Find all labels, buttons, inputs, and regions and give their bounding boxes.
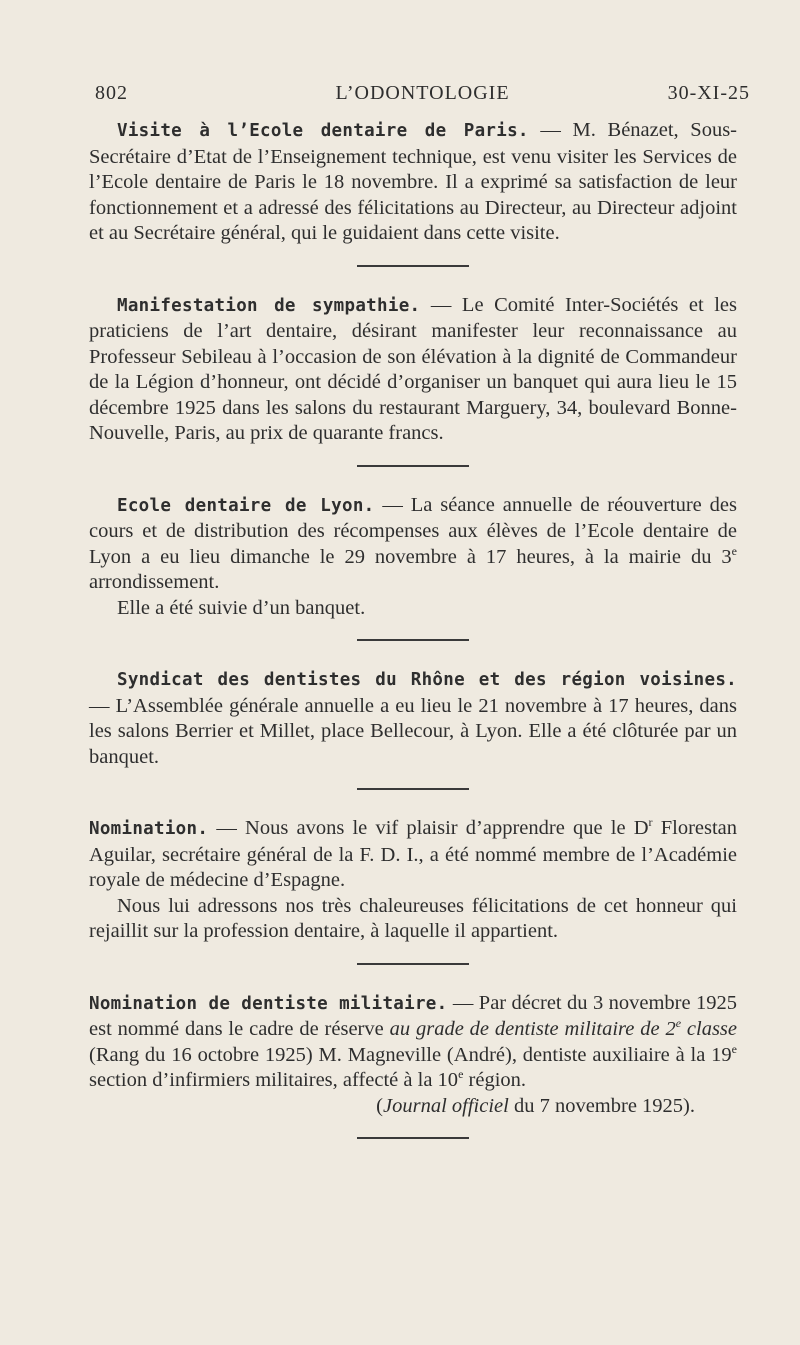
section-paragraph: Elle a été suivie d’un banquet. xyxy=(117,596,366,619)
superscript: r xyxy=(648,815,653,830)
source-citation xyxy=(89,1094,737,1120)
section-syndicat xyxy=(89,667,737,770)
section-nomination-militaire xyxy=(89,991,737,1094)
section-ecole-lyon xyxy=(89,493,737,596)
section-text: — M. Bénazet, Sous-Secrétaire d’Etat de l’Enseignement technique, est venu visiter les Services de l’Ecole dentaire de Paris le 18 novembre. Il a exprimé sa satisfaction de leur fonctionnement et a adressé des félicitations au Directeur, au Directeur adjoint et au Secrétaire général, qui le guidaient dans cette visite. xyxy=(89,119,737,244)
citation-journal: Journal officiel xyxy=(383,1094,509,1117)
page-header xyxy=(95,82,750,112)
section-text: — Par décret du 3 novembre 1925 est nommé dans le cadre de réserve xyxy=(89,991,737,1040)
section-text: — Le Comité Inter-Sociétés et les praticiens de l’art dentaire, désirant manifester leur reconnaissance au Professeur Sebileau à l’occasion de son élévation à la dignité de Commandeur de la Légion d’honneur, ont décidé d’organiser un banquet qui aura lieu le 15 décembre 1925 dans les salons du restaurant Marguery, 34, boulevard Bonne-Nouvelle, Paris, au prix de quarante francs. xyxy=(89,293,737,444)
citation-paren: ( xyxy=(376,1094,383,1117)
superscript: e xyxy=(731,1041,737,1056)
section-text: — L’Assemblée générale annuelle a eu lieu le 21 novembre à 17 heures, dans les salons Berrier et Millet, place Bellecour, à Lyon. Elle a été clôturée par un banquet. xyxy=(89,694,737,768)
section-heading: Nomination de dentiste militaire. xyxy=(89,993,448,1014)
separator-rule xyxy=(357,265,469,267)
section-text: — La séance annuelle de réouverture des cours et de distribution des récompenses aux élèves de l’Ecole dentaire de Lyon a eu lieu dimanche le 29 novembre à 17 heures, à la mairie du 3 xyxy=(89,493,737,568)
italic-part: classe xyxy=(681,1018,737,1040)
separator-rule xyxy=(357,963,469,965)
page-number: 802 xyxy=(95,82,128,104)
section-text: Florestan Aguilar, secrétaire général de la F. D. I., a été nommé membre de l’Académie royale de médecine d’Espagne. xyxy=(89,817,738,891)
page-content xyxy=(89,118,737,1165)
separator-rule xyxy=(357,1137,469,1139)
section-ecole-paris xyxy=(89,118,737,247)
superscript: e xyxy=(731,543,737,558)
superscript: e xyxy=(458,1067,464,1082)
section-manifestation xyxy=(89,293,737,447)
section-heading: Ecole dentaire de Lyon. xyxy=(117,495,375,516)
citation-text: du 7 novembre 1925). xyxy=(508,1094,695,1117)
running-title: L’ODONTOLOGIE xyxy=(335,82,510,104)
section-heading: Syndicat des dentistes du Rhône et des région voisines. xyxy=(117,670,737,690)
section-text: section d’infirmiers militaires, affecté à la 10 xyxy=(89,1069,459,1091)
section-heading: Manifestation de sympathie. xyxy=(117,295,421,316)
italic-part: au grade de dentiste militaire de 2 xyxy=(389,1018,676,1040)
section-heading: Visite à l’Ecole dentaire de Paris. xyxy=(117,121,529,141)
separator-rule xyxy=(357,788,469,790)
superscript: e xyxy=(675,1016,682,1031)
section-paragraph: Nous lui adressons nos très chaleureuses félicitations de cet honneur qui rejaillit sur la profession dentaire, à laquelle il appartient. xyxy=(89,894,737,942)
section-text: — Nous avons le vif plaisir d’apprendre que le D xyxy=(208,817,649,839)
issue-date: 30-XI-25 xyxy=(667,82,750,104)
section-heading: Nomination. xyxy=(89,819,209,839)
section-text: (Rang du 16 octobre 1925) M. Magneville (André), dentiste auxiliaire à la 19 xyxy=(89,1043,732,1066)
separator-rule xyxy=(357,639,469,641)
section-text: arrondissement. xyxy=(89,571,220,593)
separator-rule xyxy=(357,465,469,467)
italic-text xyxy=(390,1018,737,1040)
section-text: région. xyxy=(463,1069,527,1091)
section-nomination xyxy=(89,816,737,894)
